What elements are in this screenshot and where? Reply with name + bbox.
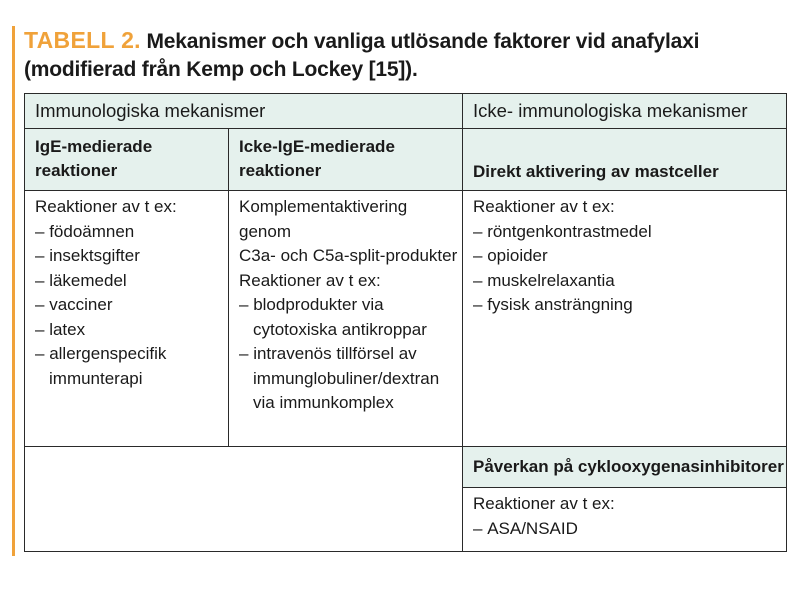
header-cox-inhibitors: Påverkan på cyklooxygenasinhibitorer [463,447,787,488]
list-item: – läkemedel [35,269,228,294]
header-mast-cell-activation: Direkt aktivering av mastceller [463,129,787,191]
cell-cox [463,488,787,552]
caption-title: Mekanismer och vanliga utlösande faktorer vid anafylaxi (modifierad från Kemp och Lockey [15]). [24,30,700,81]
list-item: – latex [35,318,228,343]
mast-list [473,220,786,318]
list-item: – vacciner [35,293,228,318]
list-item: – fysisk ansträngning [473,293,786,318]
cox-list [473,517,786,542]
list-item: – ASA/NSAID [473,517,786,542]
list-item: – blodprodukter via cytotoxiska antikroppar [239,293,462,342]
nonige-line: Reaktioner av t ex: [239,270,381,290]
table-caption [24,26,784,84]
anaphylaxis-table [24,93,787,552]
nonige-line: Komplementaktivering genom [239,197,408,241]
accent-bar [12,26,15,556]
header-ige-mediated: IgE-medierade reaktioner [25,129,229,191]
caption-label: TABELL 2. [24,27,141,53]
mast-intro: Reaktioner av t ex: [473,197,615,216]
cell-ige-mediated [25,191,229,447]
ige-intro: Reaktioner av t ex: [35,197,177,216]
cell-mast-cell [463,191,787,447]
header-non-ige-mediated: Icke-IgE-medierade reaktioner [229,129,463,191]
list-item: – insektsgifter [35,244,228,269]
list-item: – födoämnen [35,220,228,245]
list-item: – muskelrelaxantia [473,269,786,294]
list-item: – röntgenkontrastmedel [473,220,786,245]
header-non-immunological: Icke- immunologiska mekanismer [463,94,787,129]
header-immunological: Immunologiska mekanismer [25,94,463,129]
empty-cell [25,447,463,552]
nonige-list [239,293,462,416]
cell-non-ige-mediated [229,191,463,447]
list-item: – allergenspecifik immunterapi [35,342,228,391]
list-item: – intravenös tillförsel av immunglobuliner/dextran via immunkomplex [239,342,462,416]
cox-intro: Reaktioner av t ex: [473,494,615,513]
ige-list [35,220,228,392]
list-item: – opioider [473,244,786,269]
nonige-line: C3a- och C5a-split-produkter [239,246,458,265]
